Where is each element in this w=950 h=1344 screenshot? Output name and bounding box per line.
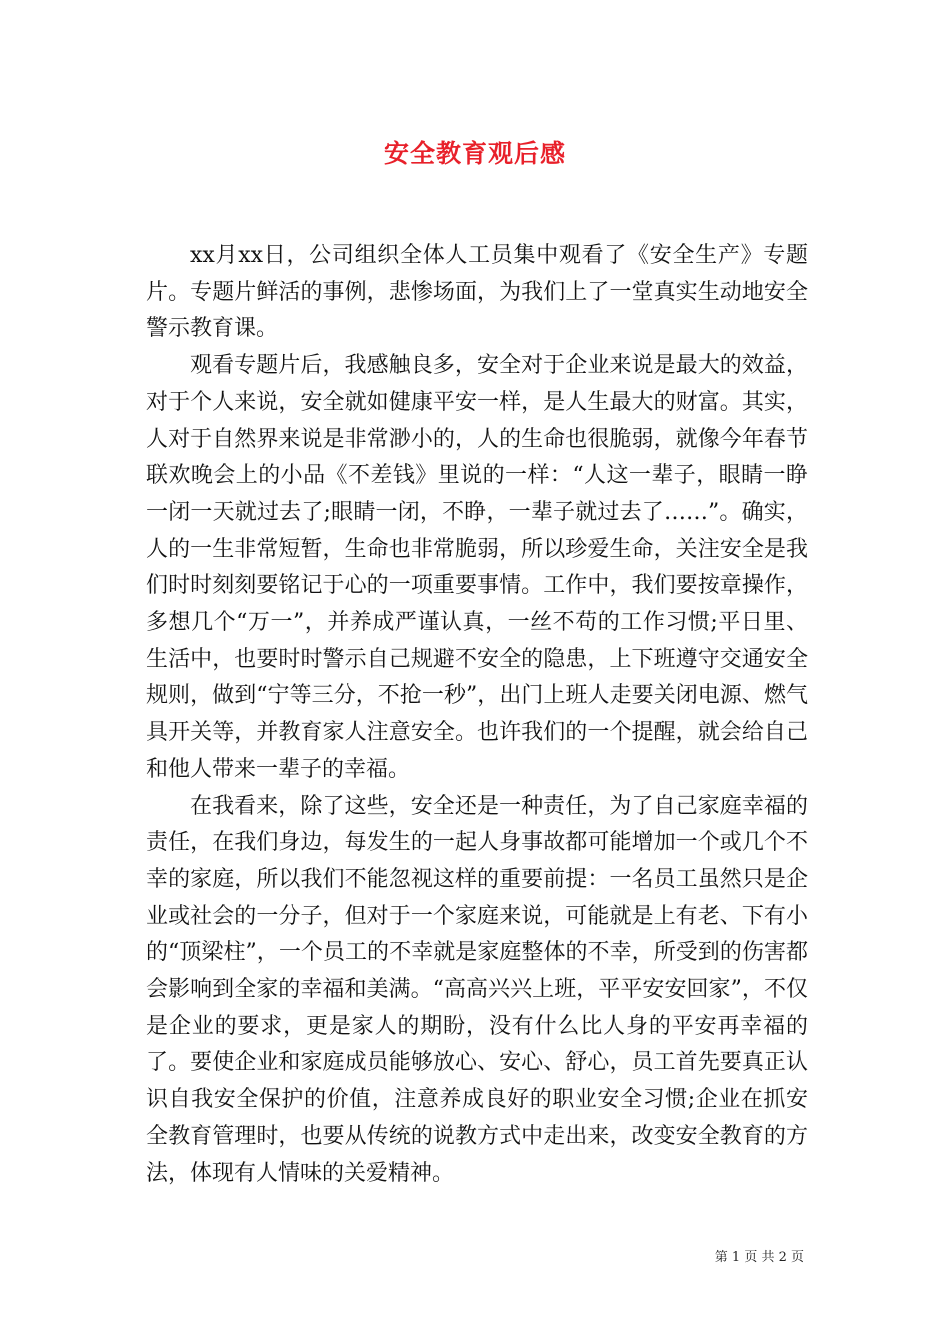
paragraph-2: 观看专题片后，我感触良多，安全对于企业来说是最大的效益，对于个人来说，安全就如健康平安一样，是人生最大的财富。其实，人对于自然界来说是非常渺小的，人的生命也很脆弱，就像今年春节联欢晚会上的小品《不差钱》里说的一样：“人这一辈子，眼睛一睁一闭一天就过去了;眼睛一闭，不睁，一辈子就过去了……”。确实，人的一生非常短暂，生命也非常脆弱，所以珍爱生命，关注安全是我们时时刻刻要铭记于心的一项重要事情。工作中，我们要按章操作，多想几个“万一”，并养成严谨认真，一丝不苟的工作习惯;平日里、生活中，也要时时警示自己规避不安全的隐患，上下班遵守交通安全规则，做到“宁等三分，不抢一秒”，出门上班人走要关闭电源、燃气具开关等，并教育家人注意安全。也许我们的一个提醒，就会给自己和他人带来一辈子的幸福。 xyxy=(146,353,808,782)
document-body xyxy=(146,238,808,1192)
paragraph-3: 在我看来，除了这些，安全还是一种责任，为了自己家庭幸福的责任，在我们身边，每发生的一起人身事故都可能增加一个或几个不幸的家庭，所以我们不能忽视这样的重要前提：一名员工虽然只是企业或社会的一分子，但对于一个家庭来说，可能就是上有老、下有小的“顶梁柱”，一个员工的不幸就是家庭整体的不幸，所受到的伤害都会影响到全家的幸福和美满。“高高兴兴上班，平平安安回家”，不仅是企业的要求，更是家人的期盼，没有什么比人身的平安再幸福的了。要使企业和家庭成员能够放心、安心、舒心，员工首先要真正认识自我安全保护的价值，注意养成良好的职业安全习惯;企业在抓安全教育管理时，也要从传统的说教方式中走出来，改变安全教育的方法，体现有人情味的关爱精神。 xyxy=(146,793,808,1186)
page-number-footer: 第 1 页 共 2 页 xyxy=(714,1250,804,1265)
document-title: 安全教育观后感 xyxy=(383,139,566,168)
paragraph-1: xx月xx日，公司组织全体人工员集中观看了《安全生产》专题片。专题片鲜活的事例，悲惨场面，为我们上了一堂真实生动地安全警示教育课。 xyxy=(146,243,808,342)
